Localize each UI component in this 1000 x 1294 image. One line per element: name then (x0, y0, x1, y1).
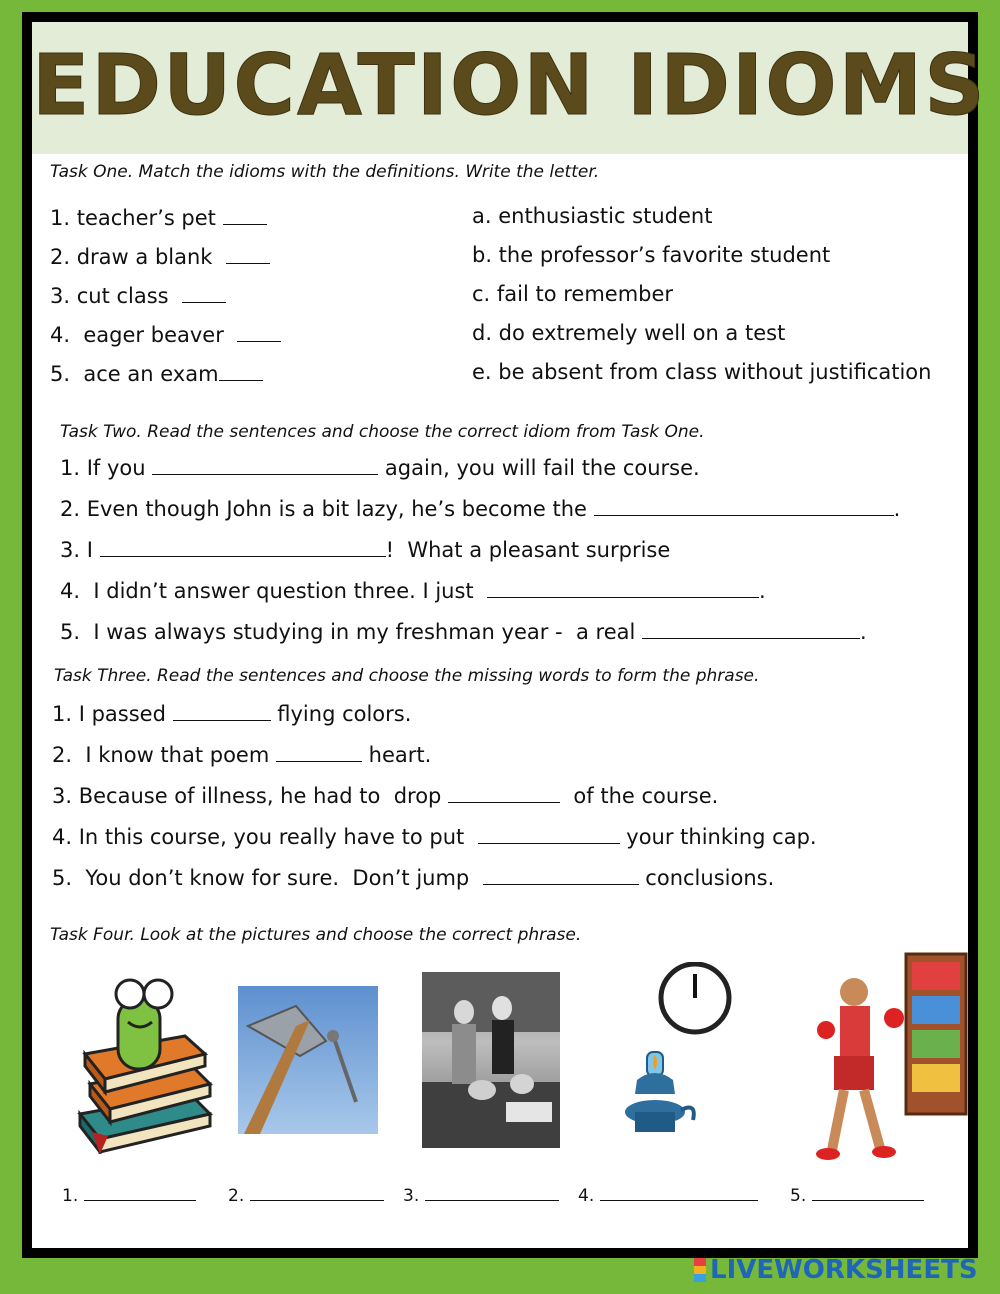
definition-b: b. the professor’s favorite student (472, 243, 831, 267)
picture-answer-2: 2. (228, 1184, 384, 1206)
answer-blank[interactable] (152, 454, 378, 475)
task-four-instruction: Task Four. Look at the pictures and choose the correct phrase. (50, 925, 582, 945)
answer-blank[interactable] (487, 577, 759, 598)
task-three-sentence-4: 4. In this course, you really have to put your thinking cap. (52, 825, 817, 849)
answer-blank[interactable] (223, 204, 267, 225)
task-three-instruction: Task Three. Read the sentences and choose the missing words to form the phrase. (54, 666, 760, 686)
answer-blank[interactable] (250, 1184, 384, 1201)
answer-blank[interactable] (600, 1184, 758, 1201)
answer-blank[interactable] (219, 360, 263, 381)
task-two-sentence-5: 5. I was always studying in my freshman year - a real . (60, 620, 867, 644)
answer-blank[interactable] (425, 1184, 559, 1201)
boxer-bookshelf-icon (798, 950, 968, 1170)
task-one-instruction: Task One. Match the idioms with the definitions. Write the letter. (50, 162, 600, 182)
picture-answer-5: 5. (790, 1184, 924, 1206)
worksheet-page (32, 22, 987, 1248)
picture-answer-4: 4. (578, 1184, 758, 1206)
idiom-1: 1. teacher’s pet (50, 204, 267, 230)
task-two-sentence-1: 1. If you again, you will fail the course. (60, 456, 700, 480)
answer-blank[interactable] (594, 495, 894, 516)
definition-c: c. fail to remember (472, 282, 674, 306)
task-three-sentence-2: 2. I know that poem heart. (52, 743, 432, 767)
definition-e: e. be absent from class without justification (472, 360, 932, 384)
bookworm-icon (70, 964, 220, 1154)
task-three-sentence-1: 1. I passed flying colors. (52, 702, 412, 726)
answer-blank[interactable] (448, 782, 560, 803)
hammer-nail-icon (238, 986, 378, 1134)
task-two-sentence-4: 4. I didn’t answer question three. I just . (60, 579, 766, 603)
task-two-sentence-2: 2. Even though John is a bit lazy, he’s become the . (60, 497, 901, 521)
answer-blank[interactable] (483, 864, 639, 885)
idiom-3: 3. cut class (50, 282, 226, 308)
classroom-photo (422, 972, 560, 1148)
answer-blank[interactable] (478, 823, 620, 844)
logo-blocks-icon (694, 1258, 706, 1282)
picture-answer-3: 3. (403, 1184, 559, 1206)
answer-blank[interactable] (276, 741, 362, 762)
definition-a: a. enthusiastic student (472, 204, 713, 228)
picture-answer-1: 1. (62, 1184, 196, 1206)
task-three-sentence-5: 5. You don’t know for sure. Don’t jump conclusions. (52, 866, 775, 890)
task-two-instruction: Task Two. Read the sentences and choose the correct idiom from Task One. (60, 422, 705, 442)
idiom-4: 4. eager beaver (50, 321, 281, 347)
title-band (32, 22, 987, 154)
answer-blank[interactable] (226, 243, 270, 264)
liveworksheets-logo[interactable] (694, 1256, 978, 1284)
brand-name: LIVEWORKSHEETS (710, 1255, 978, 1285)
page-title: EDUCATION IDIOMS (32, 36, 987, 134)
definition-d: d. do extremely well on a test (472, 321, 786, 345)
idiom-2: 2. draw a blank (50, 243, 270, 269)
answer-blank[interactable] (642, 618, 860, 639)
answer-blank[interactable] (812, 1184, 924, 1201)
answer-blank[interactable] (84, 1184, 196, 1201)
task-three-sentence-3: 3. Because of illness, he had to drop of the course. (52, 784, 719, 808)
answer-blank[interactable] (182, 282, 226, 303)
idiom-5: 5. ace an exam (50, 360, 263, 386)
answer-blank[interactable] (237, 321, 281, 342)
task-two-sentence-3: 3. I ! What a pleasant surprise (60, 538, 671, 562)
clock-lamp-icon (617, 962, 737, 1137)
answer-blank[interactable] (173, 700, 271, 721)
answer-blank[interactable] (100, 536, 386, 557)
